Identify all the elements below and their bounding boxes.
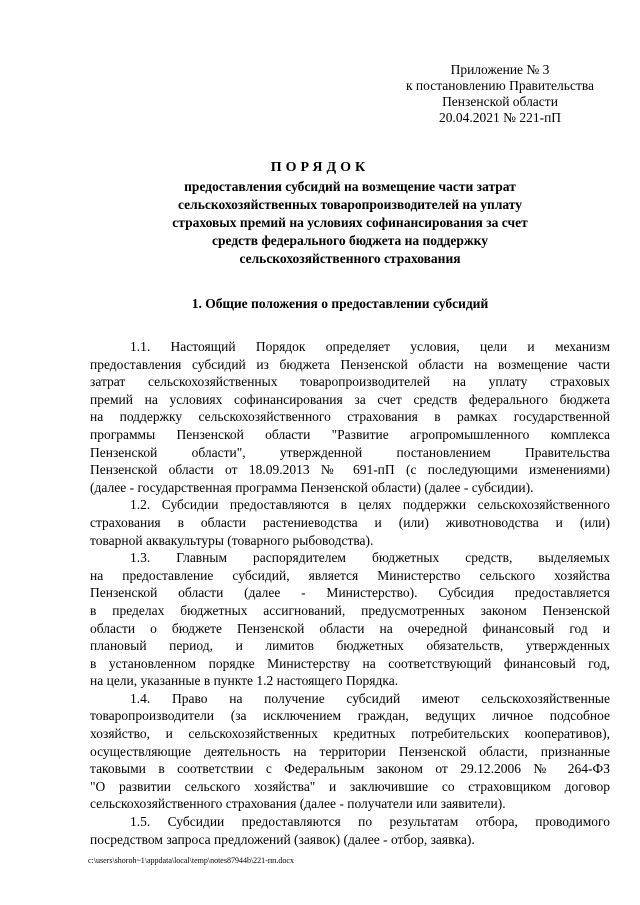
text-line: 1.3. Главным распорядителем бюджетных средств, выделяемых [130,550,610,566]
text-line: (далее - государственная программа Пензенской области) (далее - субсидии). [90,479,534,495]
text-line: "О развитии сельского хозяйства" и заключившие со страховщиком договор [90,778,610,794]
text-line: Пензенской области", утвержденной постановлением Правительства [90,444,610,460]
text-line: области о бюджете Пензенской области на очередной финансовый год и [90,620,610,636]
subtitle-line: предоставления субсидий на возмещение части затрат [184,179,516,194]
subtitle-line: средств федерального бюджета на поддержку [212,233,488,248]
paragraph-1-1 [90,338,610,496]
text-line: на поддержку сельскохозяйственного страхования в рамках государственной [90,409,610,425]
text-line: плановый период, и лимитов бюджетных обязательств, утвержденных [90,638,610,654]
text-line: товаропроизводители (за исключением граждан, ведущих личное подсобное [90,708,610,724]
paragraph-1-2 [90,496,610,549]
text-line: премий на условиях софинансирования за счет средств федерального бюджета [90,391,610,407]
document-subtitle [120,178,580,268]
text-line: хозяйство, и сельскохозяйственных кредитных потребительских кооперативов), [90,726,610,742]
text-line: предоставления субсидий из бюджета Пензенской области на возмещение части [90,356,610,372]
text-line: на предоставление субсидий, является Министерство сельского хозяйства [90,567,610,583]
text-line: посредством запроса предложений (заявок) (далее - отбор, заявка). [90,831,475,847]
text-line: 1.5. Субсидии предоставляются по результатам отбора, проводимого [130,814,610,830]
text-line: осуществляющие деятельность на территории Пензенской области, признанные [90,743,610,759]
text-line: Пензенской области (далее - Министерство). Субсидия предоставляется [90,585,610,601]
paragraph-1-3 [90,549,610,690]
file-path-footer: c:\users\shoroh~1\appdata\local\temp\notes87944b\221-пп.docx [88,856,294,865]
text-line: Пензенской области от 18.09.2013 № 691-пП (с последующими изменениями) [90,462,610,478]
text-line: сельскохозяйственного страхования (далее - получатели или заявители). [90,796,506,812]
appendix-line: Приложение № 3 [450,62,550,77]
appendix-line: 20.04.2021 № 221-пП [438,110,562,125]
section-heading: 1. Общие положения о предоставлении субсидий [191,296,489,311]
text-line: затрат сельскохозяйственных товаропроизводителей на уплату страховых [90,374,610,390]
appendix-line: Пензенской области [442,94,558,109]
document-title: ПОРЯДОК [270,160,370,175]
subtitle-line: сельскохозяйственных товаропроизводителей на уплату [177,197,522,212]
subtitle-line: сельскохозяйственного страхования [239,251,461,266]
text-line: 1.2. Субсидии предоставляются в целях поддержки сельскохозяйственного [130,497,610,513]
text-line: товарной аквакультуры (товарного рыбоводства). [90,532,374,548]
paragraph-1-5 [90,813,610,848]
subtitle-line: страховых премий на условиях софинансирования за счет [172,215,528,230]
text-line: страхования в области растениеводства и (или) животноводства и (или) [90,514,610,530]
text-line: 1.4. Право на получение субсидий имеют сельскохозяйственные [130,690,610,706]
document-body [90,338,610,848]
text-line: 1.1. Настоящий Порядок определяет условия, цели и механизм [130,339,610,354]
text-line: в пределах бюджетных ассигнований, предусмотренных законом Пензенской [90,602,610,618]
text-line: программы Пензенской области "Развитие агропромышленного комплекса [90,426,610,442]
appendix-block [360,62,640,126]
text-line: на цели, указанные в пункте 1.2 настоящего Порядка. [90,673,399,689]
appendix-line: к постановлению Правительства [405,78,595,93]
paragraph-1-4 [90,690,610,813]
text-line: таковыми в соответствии с Федеральным законом от 29.12.2006 № 264-ФЗ [90,761,610,777]
text-line: в установленном порядке Министерству на соответствующий финансовый год, [90,655,610,671]
